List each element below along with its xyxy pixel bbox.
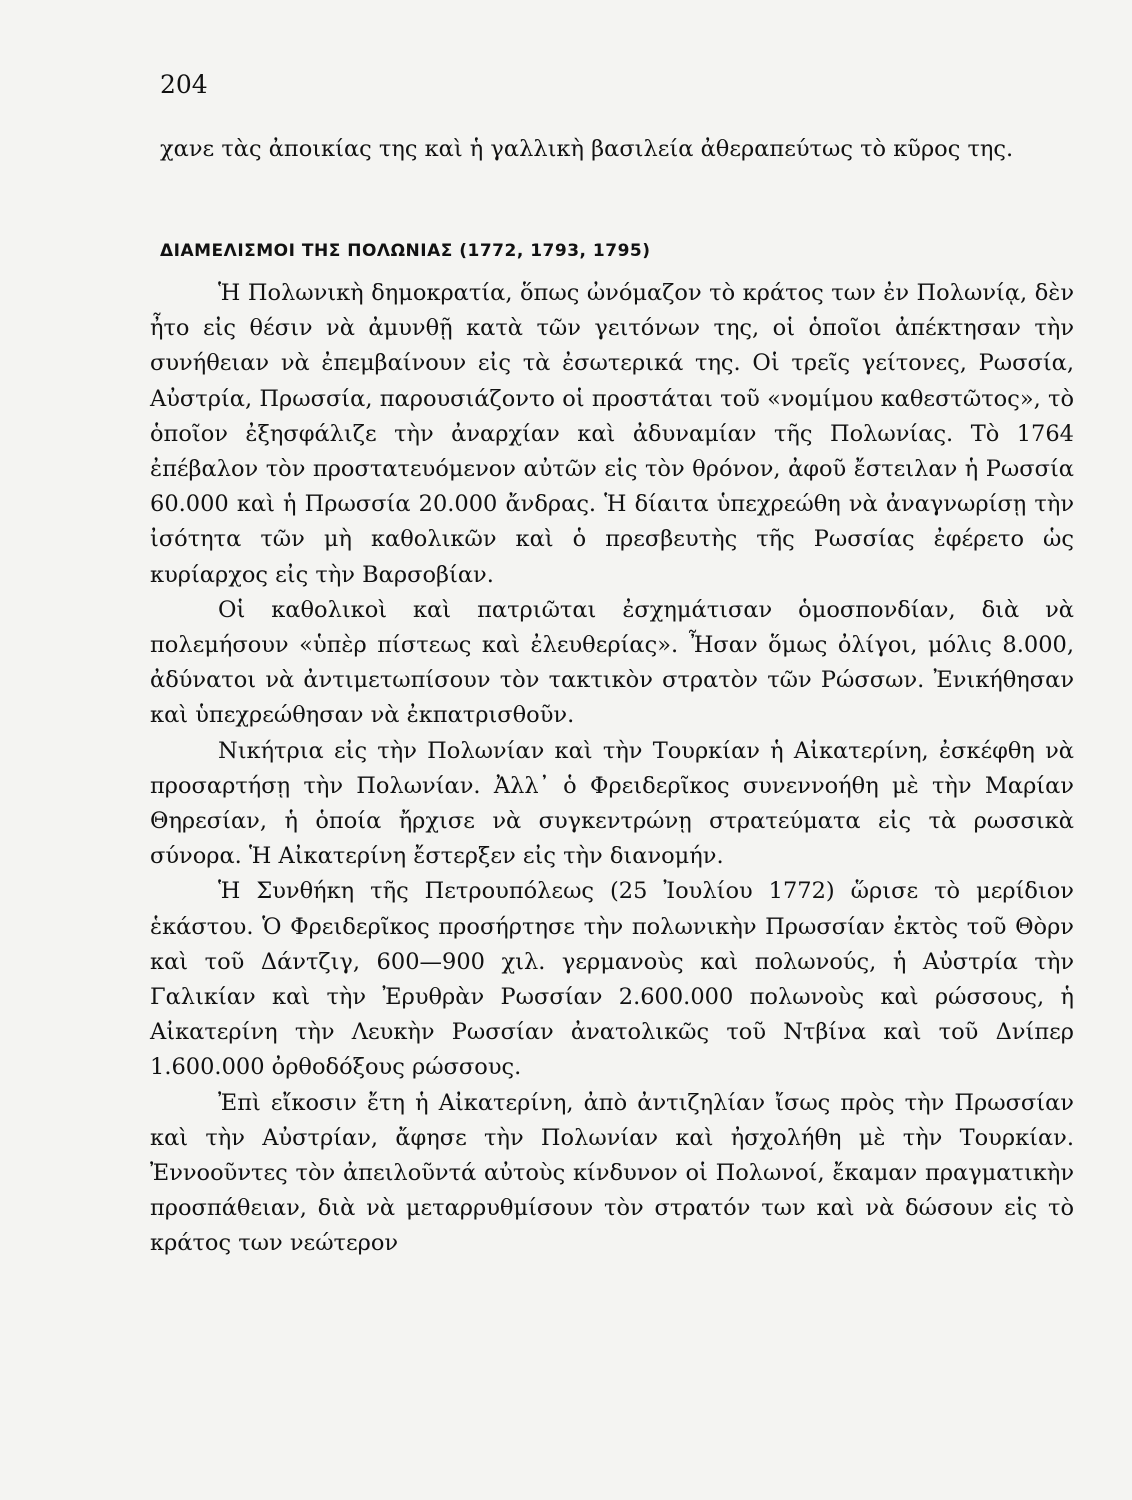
- paragraph-catholics-patriots: Οἱ καθολικοὶ καὶ πατριῶται ἐσχημάτισαν ὁμοσπονδίαν, διὰ νὰ πολεμήσουν «ὑπὲρ πίστεως καὶ ἐλευθερίας». Ἦσαν ὅμως ὀλίγοι, μόλις 8.000, ἀδύνατοι νὰ ἀντιμετωπίσουν τὸν τακτικὸν στρατὸν τῶν Ρώσσων. Ἐνικήθησαν καὶ ὑπεχρεώθησαν νὰ ἐκπατρισθοῦν.: [150, 596, 1074, 729]
- section-body: [150, 276, 1074, 1262]
- paragraph-twenty-years: Ἐπὶ εἴκοσιν ἔτη ἡ Αἰκατερίνη, ἀπὸ ἀντιζηλίαν ἴσως πρὸς τὴν Πρωσσίαν καὶ τὴν Αὐστρίαν, ἄφησε τὴν Πολωνίαν καὶ ἠσχολήθη μὲ τὴν Τουρκίαν. Ἐννοοῦντες τὸν ἀπειλοῦντά αὐτοὺς κίνδυνον οἱ Πολωνοί, ἔκαμαν πραγματικὴν προσπάθειαν, διὰ νὰ μεταρρυθμίσουν τὸν στρατόν των καὶ νὰ δώσουν εἰς τὸ κράτος των νεώτερον: [150, 1089, 1074, 1257]
- page-number: 204: [160, 70, 208, 99]
- section-heading: ΔΙΑΜΕΛΙΣΜΟΙ ΤΗΣ ΠΟΛΩΝΙΑΣ (1772, 1793, 1795): [160, 241, 651, 261]
- paragraph-catherine-victory: Νικήτρια εἰς τὴν Πολωνίαν καὶ τὴν Τουρκίαν ἡ Αἰκατερίνη, ἐσκέφθη νὰ προσαρτήσῃ τὴν Πολωνίαν. Ἀλλ᾽ ὁ Φρειδερῖκος συνεννοήθη μὲ τὴν Μαρίαν Θηρεσίαν, ἡ ὁποία ἤρχισε νὰ συγκεντρώνῃ στρατεύματα εἰς τὰ ρωσσικὰ σύνορα. Ἡ Αἰκατερίνη ἔστερξεν εἰς τὴν διανομήν.: [150, 737, 1074, 870]
- continuation-paragraph: χανε τὰς ἀποικίας της καὶ ἡ γαλλικὴ βασιλεία ἀθεραπεύτως τὸ κῦρος της.: [160, 136, 1014, 162]
- paragraph-treaty-petersburg: Ἡ Συνθήκη τῆς Πετρουπόλεως (25 Ἰουλίου 1772) ὥρισε τὸ μερίδιον ἑκάστου. Ὁ Φρειδερῖκος προσήρτησε τὴν πολωνικὴν Πρωσσίαν ἐκτὸς τοῦ Θὸρν καὶ τοῦ Δάντζιγ, 600—900 χιλ. γερμανοὺς καὶ πολωνούς, ἡ Αὐστρία τὴν Γαλικίαν καὶ τὴν Ἐρυθρὰν Ρωσσίαν 2.600.000 πολωνοὺς καὶ ρώσσους, ἡ Αἰκατερίνη τὴν Λευκὴν Ρωσσίαν ἀνατολικῶς τοῦ Ντβίνα καὶ τοῦ Δνίπερ 1.600.000 ὀρθοδόξους ρώσσους.: [150, 878, 1074, 1081]
- paragraph-polish-republic: Ἡ Πολωνικὴ δημοκρατία, ὅπως ὠνόμαζον τὸ κράτος των ἐν Πολωνίᾳ, δὲν ἦτο εἰς θέσιν νὰ ἀμυνθῇ κατὰ τῶν γειτόνων της, οἱ ὁποῖοι ἀπέκτησαν τὴν συνήθειαν νὰ ἐπεμβαίνουν εἰς τὰ ἐσωτερικά της. Οἱ τρεῖς γείτονες, Ρωσσία, Αὐστρία, Πρωσσία, παρουσιάζοντο οἱ προστάται τοῦ «νομίμου καθεστῶτος», τὸ ὁποῖον ἐξησφάλιζε τὴν ἀναρχίαν καὶ ἀδυναμίαν τῆς Πολωνίας. Τὸ 1764 ἐπέβαλον τὸν προστατευόμενον αὐτῶν εἰς τὸν θρόνον, ἀφοῦ ἔστειλαν ἡ Ρωσσία 60.000 καὶ ἡ Πρωσσία 20.000 ἄνδρας. Ἡ δίαιτα ὑπεχρεώθη νὰ ἀναγνωρίσῃ τὴν ἰσότητα τῶν μὴ καθολικῶν καὶ ὁ πρεσβευτὴς τῆς Ρωσσίας ἐφέρετο ὡς κυρίαρχος εἰς τὴν Βαρσοβίαν.: [150, 280, 1074, 588]
- continuation-text: [150, 132, 1074, 167]
